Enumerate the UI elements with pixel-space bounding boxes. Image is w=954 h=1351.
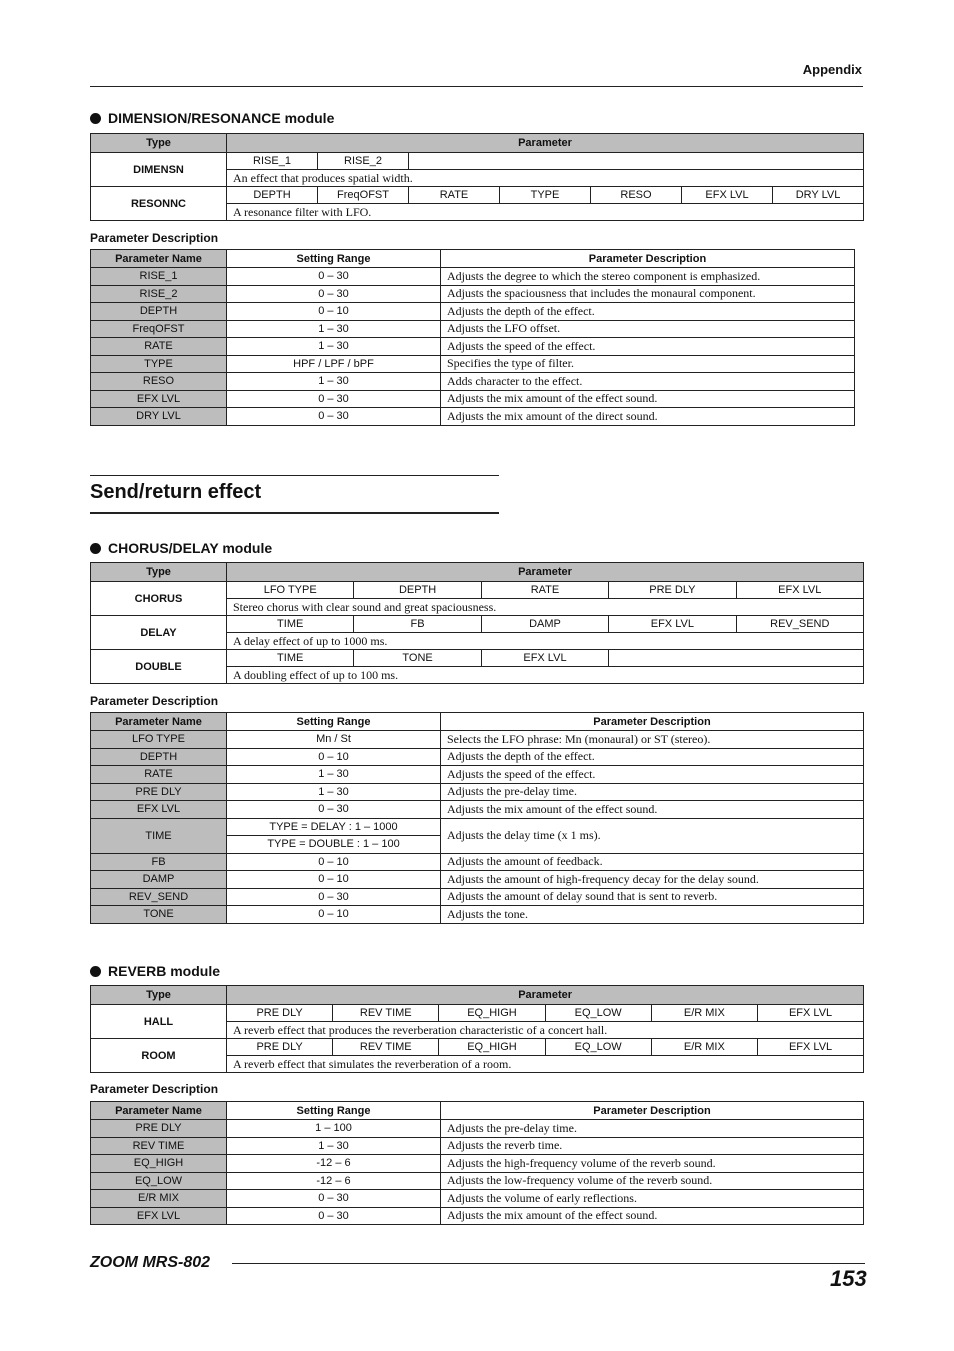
param-desc-header: Parameter Description bbox=[441, 1102, 864, 1120]
param-cell: REV TIME bbox=[333, 1005, 439, 1022]
dimension-type-table bbox=[90, 133, 864, 221]
param-name-cell: EQ_HIGH bbox=[91, 1155, 227, 1173]
param-row bbox=[91, 871, 864, 889]
param-row bbox=[91, 853, 864, 871]
setting-range-cell: 1 – 30 bbox=[227, 373, 441, 391]
param-row bbox=[91, 783, 864, 801]
param-name-cell: EFX LVL bbox=[91, 801, 227, 819]
parameter-header: Parameter bbox=[227, 134, 864, 153]
param-cell: REV_SEND bbox=[736, 616, 863, 633]
param-cell: EQ_HIGH bbox=[439, 1005, 545, 1022]
setting-range-cell: TYPE = DELAY : 1 – 1000 bbox=[227, 818, 441, 836]
param-cell: EFX LVL bbox=[757, 1005, 863, 1022]
param-name-cell: PRE DLY bbox=[91, 783, 227, 801]
parameter-header: Parameter bbox=[227, 563, 864, 582]
param-row bbox=[91, 888, 864, 906]
param-cell: EFX LVL bbox=[757, 1039, 863, 1056]
setting-range-cell: 0 – 30 bbox=[227, 888, 441, 906]
setting-range-cell: 0 – 10 bbox=[227, 906, 441, 924]
param-desc-cell: Adjusts the reverb time. bbox=[441, 1137, 864, 1155]
setting-range-cell: 1 – 100 bbox=[227, 1120, 441, 1138]
param-cell: FreqOFST bbox=[318, 187, 409, 204]
type-header: Type bbox=[91, 986, 227, 1005]
param-cell: DAMP bbox=[481, 616, 608, 633]
param-name-cell: DAMP bbox=[91, 871, 227, 889]
bullet-icon bbox=[90, 113, 101, 124]
effect-desc: An effect that produces spatial width. bbox=[227, 170, 864, 187]
param-row bbox=[91, 355, 855, 373]
param-cell: EQ_HIGH bbox=[439, 1039, 545, 1056]
param-row bbox=[91, 373, 855, 391]
param-name-header: Parameter Name bbox=[91, 1102, 227, 1120]
param-name-cell: REV TIME bbox=[91, 1137, 227, 1155]
param-desc-cell: Adjusts the volume of early reflections. bbox=[441, 1190, 864, 1208]
setting-range-cell: 0 – 30 bbox=[227, 408, 441, 426]
param-name-cell: FB bbox=[91, 853, 227, 871]
param-cell: LFO TYPE bbox=[227, 582, 354, 599]
setting-range-cell: 1 – 30 bbox=[227, 783, 441, 801]
empty-param-cell bbox=[609, 650, 864, 667]
param-desc-cell: Adjusts the speed of the effect. bbox=[441, 766, 864, 784]
section-bottom-rule bbox=[90, 512, 499, 514]
dimension-heading bbox=[90, 110, 334, 126]
param-cell: RESO bbox=[591, 187, 682, 204]
param-cell: DRY LVL bbox=[773, 187, 864, 204]
setting-range-cell: Mn / St bbox=[227, 731, 441, 749]
param-cell: RISE_2 bbox=[318, 153, 409, 170]
param-desc-cell: Specifies the type of filter. bbox=[441, 355, 855, 373]
dimension-param-table bbox=[90, 249, 855, 426]
header-rule bbox=[90, 86, 863, 87]
param-desc-title: Parameter Description bbox=[90, 694, 219, 708]
setting-range-cell: 0 – 30 bbox=[227, 801, 441, 819]
param-desc-cell: Adjusts the mix amount of the direct sound. bbox=[441, 408, 855, 426]
param-row bbox=[91, 748, 864, 766]
param-desc-cell: Adjusts the pre-delay time. bbox=[441, 1120, 864, 1138]
empty-param-cell bbox=[409, 153, 864, 170]
effect-desc: Stereo chorus with clear sound and great spaciousness. bbox=[227, 599, 864, 616]
param-desc-title: Parameter Description bbox=[90, 1082, 219, 1096]
param-desc-header: Parameter Description bbox=[441, 250, 855, 268]
param-desc-cell: Adjusts the LFO offset. bbox=[441, 320, 855, 338]
param-name-cell: RATE bbox=[91, 766, 227, 784]
page-number: 153 bbox=[830, 1266, 867, 1291]
effect-desc: A reverb effect that simulates the reverberation of a room. bbox=[227, 1056, 864, 1073]
param-cell: PRE DLY bbox=[227, 1039, 333, 1056]
setting-range-header: Setting Range bbox=[227, 713, 441, 731]
setting-range-cell: 0 – 10 bbox=[227, 871, 441, 889]
param-row bbox=[91, 268, 855, 286]
param-name-cell: REV_SEND bbox=[91, 888, 227, 906]
setting-range-cell: 1 – 30 bbox=[227, 338, 441, 356]
setting-range-cell: 0 – 30 bbox=[227, 1190, 441, 1208]
effect-desc: A doubling effect of up to 100 ms. bbox=[227, 667, 864, 684]
param-cell: TIME bbox=[227, 650, 354, 667]
setting-range-cell: 1 – 30 bbox=[227, 766, 441, 784]
param-desc-cell: Adjusts the delay time (x 1 ms). bbox=[441, 818, 864, 853]
param-name-cell: DRY LVL bbox=[91, 408, 227, 426]
param-desc-cell: Adjusts the amount of feedback. bbox=[441, 853, 864, 871]
param-row bbox=[91, 390, 855, 408]
reverb-type-table bbox=[90, 985, 864, 1073]
footer-model: ZOOM MRS-802 bbox=[90, 1254, 211, 1271]
param-name-cell: TIME bbox=[91, 818, 227, 853]
param-cell: DEPTH bbox=[227, 187, 318, 204]
param-desc-cell: Adjusts the mix amount of the effect sound. bbox=[441, 801, 864, 819]
param-cell: EQ_LOW bbox=[545, 1039, 651, 1056]
param-cell: DEPTH bbox=[354, 582, 481, 599]
reverb-param-table bbox=[90, 1101, 864, 1225]
chorus-param-table bbox=[90, 712, 864, 924]
type-header: Type bbox=[91, 563, 227, 582]
section-top-rule bbox=[90, 475, 499, 476]
setting-range-cell: 0 – 30 bbox=[227, 390, 441, 408]
param-name-header: Parameter Name bbox=[91, 713, 227, 731]
param-cell: REV TIME bbox=[333, 1039, 439, 1056]
param-desc-cell: Adjusts the speed of the effect. bbox=[441, 338, 855, 356]
effect-name: CHORUS bbox=[91, 582, 227, 616]
param-cell: RATE bbox=[481, 582, 608, 599]
param-cell: EQ_LOW bbox=[545, 1005, 651, 1022]
param-desc-cell: Adjusts the mix amount of the effect sound. bbox=[441, 1207, 864, 1225]
effect-name: DIMENSN bbox=[91, 153, 227, 187]
effect-desc: A reverb effect that produces the reverberation characteristic of a concert hall. bbox=[227, 1022, 864, 1039]
setting-range-cell: 0 – 30 bbox=[227, 285, 441, 303]
param-name-cell: FreqOFST bbox=[91, 320, 227, 338]
setting-range-cell: 0 – 10 bbox=[227, 853, 441, 871]
param-name-cell: EFX LVL bbox=[91, 390, 227, 408]
param-name-cell: RISE_1 bbox=[91, 268, 227, 286]
param-row bbox=[91, 1120, 864, 1138]
param-cell: FB bbox=[354, 616, 481, 633]
param-cell: PRE DLY bbox=[609, 582, 736, 599]
param-desc-cell: Adjusts the low-frequency volume of the reverb sound. bbox=[441, 1172, 864, 1190]
setting-range-cell: 0 – 10 bbox=[227, 748, 441, 766]
setting-range-cell: 0 – 30 bbox=[227, 1207, 441, 1225]
setting-range-cell: HPF / LPF / bPF bbox=[227, 355, 441, 373]
param-desc-cell: Adjusts the high-frequency volume of the reverb sound. bbox=[441, 1155, 864, 1173]
param-row bbox=[91, 731, 864, 749]
setting-range-cell: 1 – 30 bbox=[227, 1137, 441, 1155]
param-desc-cell: Adjusts the amount of high-frequency decay for the delay sound. bbox=[441, 871, 864, 889]
setting-range-cell: 0 – 10 bbox=[227, 303, 441, 321]
param-name-cell: TYPE bbox=[91, 355, 227, 373]
param-name-cell: DEPTH bbox=[91, 748, 227, 766]
param-cell: EFX LVL bbox=[682, 187, 773, 204]
dimension-heading-text: DIMENSION/RESONANCE module bbox=[108, 110, 335, 126]
param-row bbox=[91, 1172, 864, 1190]
setting-range-cell: TYPE = DOUBLE : 1 – 100 bbox=[227, 836, 441, 854]
param-row bbox=[91, 906, 864, 924]
param-row bbox=[91, 1155, 864, 1173]
param-desc-cell: Adjusts the spaciousness that includes the monaural component. bbox=[441, 285, 855, 303]
setting-range-header: Setting Range bbox=[227, 1102, 441, 1120]
type-header: Type bbox=[91, 134, 227, 153]
param-cell: TONE bbox=[354, 650, 481, 667]
param-desc-cell: Adjusts the pre-delay time. bbox=[441, 783, 864, 801]
setting-range-header: Setting Range bbox=[227, 250, 441, 268]
param-name-cell: RATE bbox=[91, 338, 227, 356]
param-row bbox=[91, 303, 855, 321]
param-cell: TYPE bbox=[500, 187, 591, 204]
effect-desc: A resonance filter with LFO. bbox=[227, 204, 864, 221]
param-desc-cell: Selects the LFO phrase: Mn (monaural) or ST (stereo). bbox=[441, 731, 864, 749]
chorus-heading bbox=[90, 540, 272, 556]
bullet-icon bbox=[90, 543, 101, 554]
param-cell: TIME bbox=[227, 616, 354, 633]
effect-name: DELAY bbox=[91, 616, 227, 650]
param-desc-cell: Adjusts the amount of delay sound that is sent to reverb. bbox=[441, 888, 864, 906]
param-desc-cell: Adjusts the depth of the effect. bbox=[441, 303, 855, 321]
param-desc-cell: Adjusts the mix amount of the effect sound. bbox=[441, 390, 855, 408]
param-name-cell: RESO bbox=[91, 373, 227, 391]
param-cell: EFX LVL bbox=[736, 582, 863, 599]
chorus-type-table bbox=[90, 562, 864, 684]
param-cell: RATE bbox=[409, 187, 500, 204]
parameter-header: Parameter bbox=[227, 986, 864, 1005]
param-cell: EFX LVL bbox=[609, 616, 736, 633]
param-cell: PRE DLY bbox=[227, 1005, 333, 1022]
param-row bbox=[91, 1207, 864, 1225]
effect-name: RESONNC bbox=[91, 187, 227, 221]
param-name-header: Parameter Name bbox=[91, 250, 227, 268]
param-name-cell: PRE DLY bbox=[91, 1120, 227, 1138]
appendix-header: Appendix bbox=[802, 62, 862, 77]
chorus-heading-text: CHORUS/DELAY module bbox=[108, 540, 273, 556]
reverb-heading-text: REVERB module bbox=[108, 963, 221, 979]
section-title: Send/return effect bbox=[90, 481, 262, 503]
param-desc-header: Parameter Description bbox=[441, 713, 864, 731]
param-name-cell: DEPTH bbox=[91, 303, 227, 321]
param-cell: E/R MIX bbox=[651, 1005, 757, 1022]
param-row bbox=[91, 1190, 864, 1208]
param-cell: E/R MIX bbox=[651, 1039, 757, 1056]
footer-rule bbox=[232, 1263, 865, 1264]
param-cell: RISE_1 bbox=[227, 153, 318, 170]
bullet-icon bbox=[90, 966, 101, 977]
effect-name: ROOM bbox=[91, 1039, 227, 1073]
param-row bbox=[91, 320, 855, 338]
setting-range-cell: -12 – 6 bbox=[227, 1172, 441, 1190]
effect-desc: A delay effect of up to 1000 ms. bbox=[227, 633, 864, 650]
param-row bbox=[91, 338, 855, 356]
setting-range-cell: -12 – 6 bbox=[227, 1155, 441, 1173]
param-row bbox=[91, 285, 855, 303]
param-cell: EFX LVL bbox=[481, 650, 608, 667]
param-row bbox=[91, 766, 864, 784]
setting-range-cell: 0 – 30 bbox=[227, 268, 441, 286]
effect-name: DOUBLE bbox=[91, 650, 227, 684]
effect-name: HALL bbox=[91, 1005, 227, 1039]
param-row bbox=[91, 801, 864, 819]
param-row bbox=[91, 408, 855, 426]
param-desc-cell: Adds character to the effect. bbox=[441, 373, 855, 391]
param-desc-cell: Adjusts the tone. bbox=[441, 906, 864, 924]
param-name-cell: TONE bbox=[91, 906, 227, 924]
param-name-cell: EQ_LOW bbox=[91, 1172, 227, 1190]
param-name-cell: LFO TYPE bbox=[91, 731, 227, 749]
param-name-cell: RISE_2 bbox=[91, 285, 227, 303]
param-name-cell: E/R MIX bbox=[91, 1190, 227, 1208]
param-name-cell: EFX LVL bbox=[91, 1207, 227, 1225]
param-desc-cell: Adjusts the depth of the effect. bbox=[441, 748, 864, 766]
param-row bbox=[91, 818, 864, 836]
reverb-heading bbox=[90, 963, 220, 979]
param-desc-cell: Adjusts the degree to which the stereo component is emphasized. bbox=[441, 268, 855, 286]
param-desc-title: Parameter Description bbox=[90, 231, 219, 245]
param-row bbox=[91, 1137, 864, 1155]
setting-range-cell: 1 – 30 bbox=[227, 320, 441, 338]
